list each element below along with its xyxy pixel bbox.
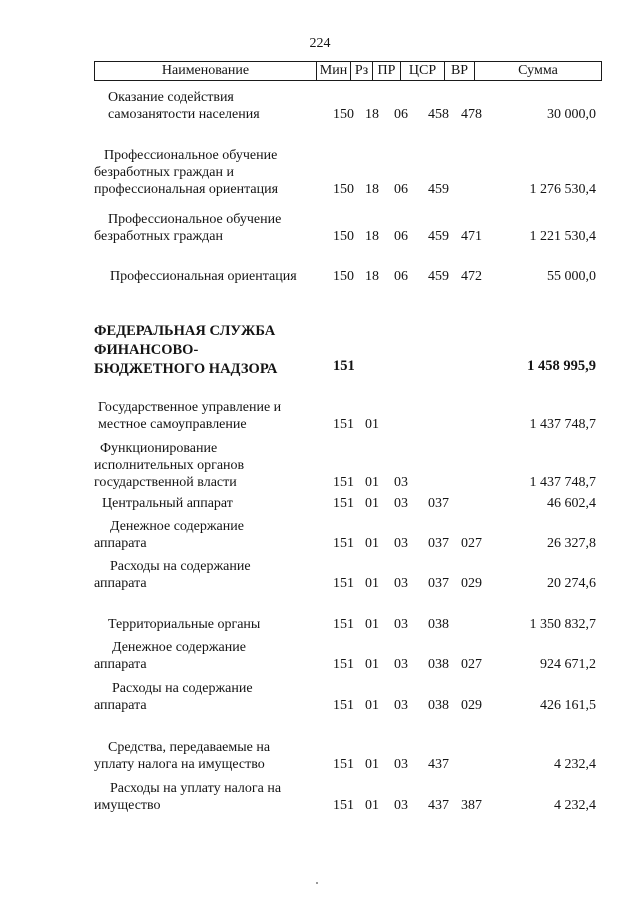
cell-rz: 18: [365, 269, 379, 284]
cell-vr: 027: [461, 657, 482, 672]
cell-rz: 01: [365, 757, 379, 772]
cell-sum: 1 437 748,7: [529, 417, 596, 432]
cell-csr: 459: [428, 269, 449, 284]
cell-vr: 471: [461, 229, 482, 244]
cell-rz: 01: [365, 617, 379, 632]
cell-min: 151: [333, 757, 354, 772]
row-name: Государственное управление и местное самоуправление: [98, 400, 282, 432]
cell-rz: 18: [365, 107, 379, 122]
row-name: Функционирование исполнительных органов государственной власти: [94, 441, 245, 490]
cell-sum: 30 000,0: [547, 107, 596, 122]
cell-rz: 01: [365, 417, 379, 432]
cell-pr: 03: [394, 576, 408, 591]
row-name: Территориальные органы: [108, 617, 261, 632]
cell-min: 151: [333, 475, 354, 490]
cell-sum: 55 000,0: [547, 269, 596, 284]
cell-pr: 03: [394, 657, 408, 672]
row-name: Профессиональное обучение безработных граждан: [94, 212, 282, 244]
cell-min: 151: [333, 417, 354, 432]
scan-speck: [316, 882, 318, 884]
cell-rz: 01: [365, 657, 379, 672]
cell-sum: 20 274,6: [547, 576, 596, 591]
cell-min: 151: [333, 617, 354, 632]
cell-csr: 038: [428, 617, 449, 632]
cell-min: 151: [333, 657, 354, 672]
cell-sum: 46 602,4: [547, 496, 596, 511]
cell-pr: 06: [394, 107, 408, 122]
cell-min: 151: [333, 536, 354, 551]
header-vr: ВР: [445, 62, 475, 80]
cell-csr: 437: [428, 757, 449, 772]
cell-rz: 01: [365, 536, 379, 551]
header-csr: ЦСР: [401, 62, 445, 80]
cell-csr: 437: [428, 798, 449, 813]
row-name: Денежное содержание аппарата: [94, 519, 244, 551]
cell-min: 150: [333, 269, 354, 284]
cell-vr: 472: [461, 269, 482, 284]
row-name: Расходы на содержание аппарата: [94, 681, 253, 713]
cell-csr: 037: [428, 576, 449, 591]
header-sum: Сумма: [518, 63, 558, 78]
cell-pr: 03: [394, 798, 408, 813]
row-name: Расходы на уплату налога на имущество: [94, 781, 282, 813]
cell-sum: 4 232,4: [554, 798, 596, 813]
cell-rz: 01: [365, 798, 379, 813]
cell-sum: 924 671,2: [540, 657, 596, 672]
cell-pr: 03: [394, 617, 408, 632]
header-rz: Рз: [351, 62, 373, 80]
cell-csr: 038: [428, 657, 449, 672]
row-name: Оказание содействия самозанятости населения: [108, 90, 260, 122]
row-name: Профессиональное обучение безработных граждан и профессиональная ориентация: [94, 148, 279, 197]
header-pr: ПР: [373, 62, 401, 80]
cell-pr: 06: [394, 182, 408, 197]
cell-min: 150: [333, 107, 354, 122]
cell-rz: 01: [365, 475, 379, 490]
cell-vr: 029: [461, 698, 482, 713]
row-name: Расходы на содержание аппарата: [94, 559, 251, 591]
cell-min: 150: [333, 229, 354, 244]
cell-pr: 03: [394, 536, 408, 551]
cell-vr: 478: [461, 107, 482, 122]
cell-min: 151: [333, 496, 354, 511]
cell-rz: 01: [365, 698, 379, 713]
cell-pr: 06: [394, 229, 408, 244]
cell-sum: 1 350 832,7: [529, 617, 596, 632]
cell-csr: 038: [428, 698, 449, 713]
cell-rz: 01: [365, 496, 379, 511]
cell-min: 151: [333, 798, 354, 813]
table-header: [94, 61, 602, 81]
row-name: Средства, передаваемые на уплату налога на имущество: [94, 740, 271, 772]
agency-heading: ФЕДЕРАЛЬНАЯ СЛУЖБА ФИНАНСОВО- БЮДЖЕТНОГО НАДЗОРА: [94, 323, 278, 377]
cell-sum: 1 276 530,4: [529, 182, 596, 197]
cell-sum: 1 458 995,9: [527, 358, 596, 374]
cell-pr: 03: [394, 475, 408, 490]
cell-csr: 037: [428, 496, 449, 511]
cell-vr: 387: [461, 798, 482, 813]
cell-csr: 459: [428, 182, 449, 197]
cell-sum: 4 232,4: [554, 757, 596, 772]
cell-pr: 06: [394, 269, 408, 284]
cell-rz: 01: [365, 576, 379, 591]
cell-min: 151: [333, 576, 354, 591]
cell-min: 151: [333, 358, 355, 374]
cell-csr: 458: [428, 107, 449, 122]
cell-sum: 1 437 748,7: [529, 475, 596, 490]
cell-min: 151: [333, 698, 354, 713]
row-name: Профессиональная ориентация: [110, 269, 297, 284]
cell-vr: 027: [461, 536, 482, 551]
cell-rz: 18: [365, 182, 379, 197]
cell-pr: 03: [394, 496, 408, 511]
cell-rz: 18: [365, 229, 379, 244]
cell-min: 150: [333, 182, 354, 197]
row-name: Денежное содержание аппарата: [94, 640, 246, 672]
header-name: Наименование: [95, 62, 317, 80]
cell-csr: 459: [428, 229, 449, 244]
cell-pr: 03: [394, 698, 408, 713]
cell-sum: 1 221 530,4: [529, 229, 596, 244]
header-min: Мин: [317, 62, 351, 80]
cell-sum: 426 161,5: [540, 698, 596, 713]
cell-csr: 037: [428, 536, 449, 551]
cell-vr: 029: [461, 576, 482, 591]
row-name: Центральный аппарат: [102, 496, 233, 511]
page-number: 224: [309, 36, 331, 51]
cell-pr: 03: [394, 757, 408, 772]
cell-sum: 26 327,8: [547, 536, 596, 551]
